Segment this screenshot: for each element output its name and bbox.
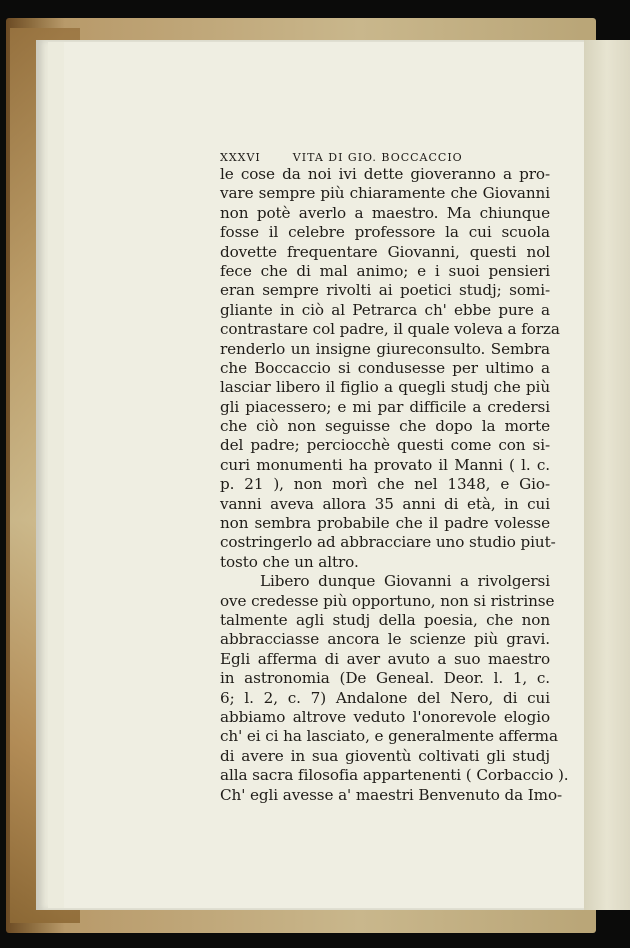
text-line: dovette frequentare Giovanni, questi nol	[220, 242, 550, 261]
running-title: VITA DI GIO. BOCCACCIO	[292, 151, 463, 164]
text-line: abbiamo altrove veduto l'onorevole elogio	[220, 707, 550, 726]
text-line: p. 21 ), non morì che nel 1348, e Gio-	[220, 475, 550, 494]
text-line: tosto che un altro.	[220, 552, 359, 571]
text-line: che Boccaccio si condusesse per ultimo a	[220, 358, 550, 377]
text-line: curi monumenti ha provato il Manni ( l. c.	[220, 455, 550, 474]
text-line: ch' ei ci ha lasciato, e generalmente afferma	[220, 727, 558, 746]
text-line: Ch' egli avesse a' maestri Benvenuto da Imo-	[220, 785, 563, 804]
body-text	[220, 165, 569, 805]
text-line: costringerlo ad abbracciare uno studio piut-	[220, 533, 556, 552]
text-line: eran sempre rivolti ai poetici studj; somi-	[220, 281, 550, 300]
text-line: di avere in sua gioventù coltivati gli studj	[220, 746, 550, 765]
text-line: talmente agli studj della poesia, che non	[220, 610, 550, 629]
text-line: gliante in ciò al Petrarca ch' ebbe pure a	[220, 300, 550, 319]
text-line: che ciò non seguisse che dopo la morte	[220, 417, 550, 436]
text-line: fosse il celebre professore la cui scuola	[220, 223, 550, 242]
text-line: vare sempre più chiaramente che Giovanni	[220, 184, 550, 203]
text-line: fece che di mal animo; e i suoi pensieri	[220, 261, 550, 280]
text-line: abbracciasse ancora le scienze più gravi.	[220, 630, 550, 649]
text-line: le cose da noi ivi dette gioveranno a pro-	[220, 165, 550, 183]
text-line: ove credesse più opportuno, non si ristrinse	[220, 591, 555, 610]
text-line: renderlo un insigne giureconsulto. Sembra	[220, 339, 550, 358]
page-text-block	[220, 151, 569, 805]
text-line: alla sacra filosofia appartenenti ( Corbaccio ).	[220, 766, 569, 785]
text-line: in astronomia (De Geneal. Deor. l. 1, c.	[220, 669, 550, 688]
text-line: Egli afferma di aver avuto a suo maestro	[220, 649, 550, 668]
text-line: Libero dunque Giovanni a rivolgersi	[260, 572, 550, 591]
text-line: non sembra probabile che il padre volesse	[220, 514, 550, 533]
text-line: del padre; perciocchè questi come con si-	[220, 436, 550, 455]
text-line: contrastare col padre, il quale voleva a forza	[220, 320, 560, 339]
text-line: 6; l. 2, c. 7) Andalone del Nero, di cui	[220, 688, 550, 707]
text-line: gli piacessero; e mi par difficile a credersi	[220, 397, 550, 416]
page-number: XXXVI	[220, 151, 261, 164]
text-line: non potè averlo a maestro. Ma chiunque	[220, 203, 550, 222]
facing-page-edge	[584, 40, 630, 910]
running-header	[220, 151, 550, 165]
text-line: vanni aveva allora 35 anni di età, in cui	[220, 494, 550, 513]
text-line: lasciar libero il figlio a quegli studj che più	[220, 378, 550, 397]
